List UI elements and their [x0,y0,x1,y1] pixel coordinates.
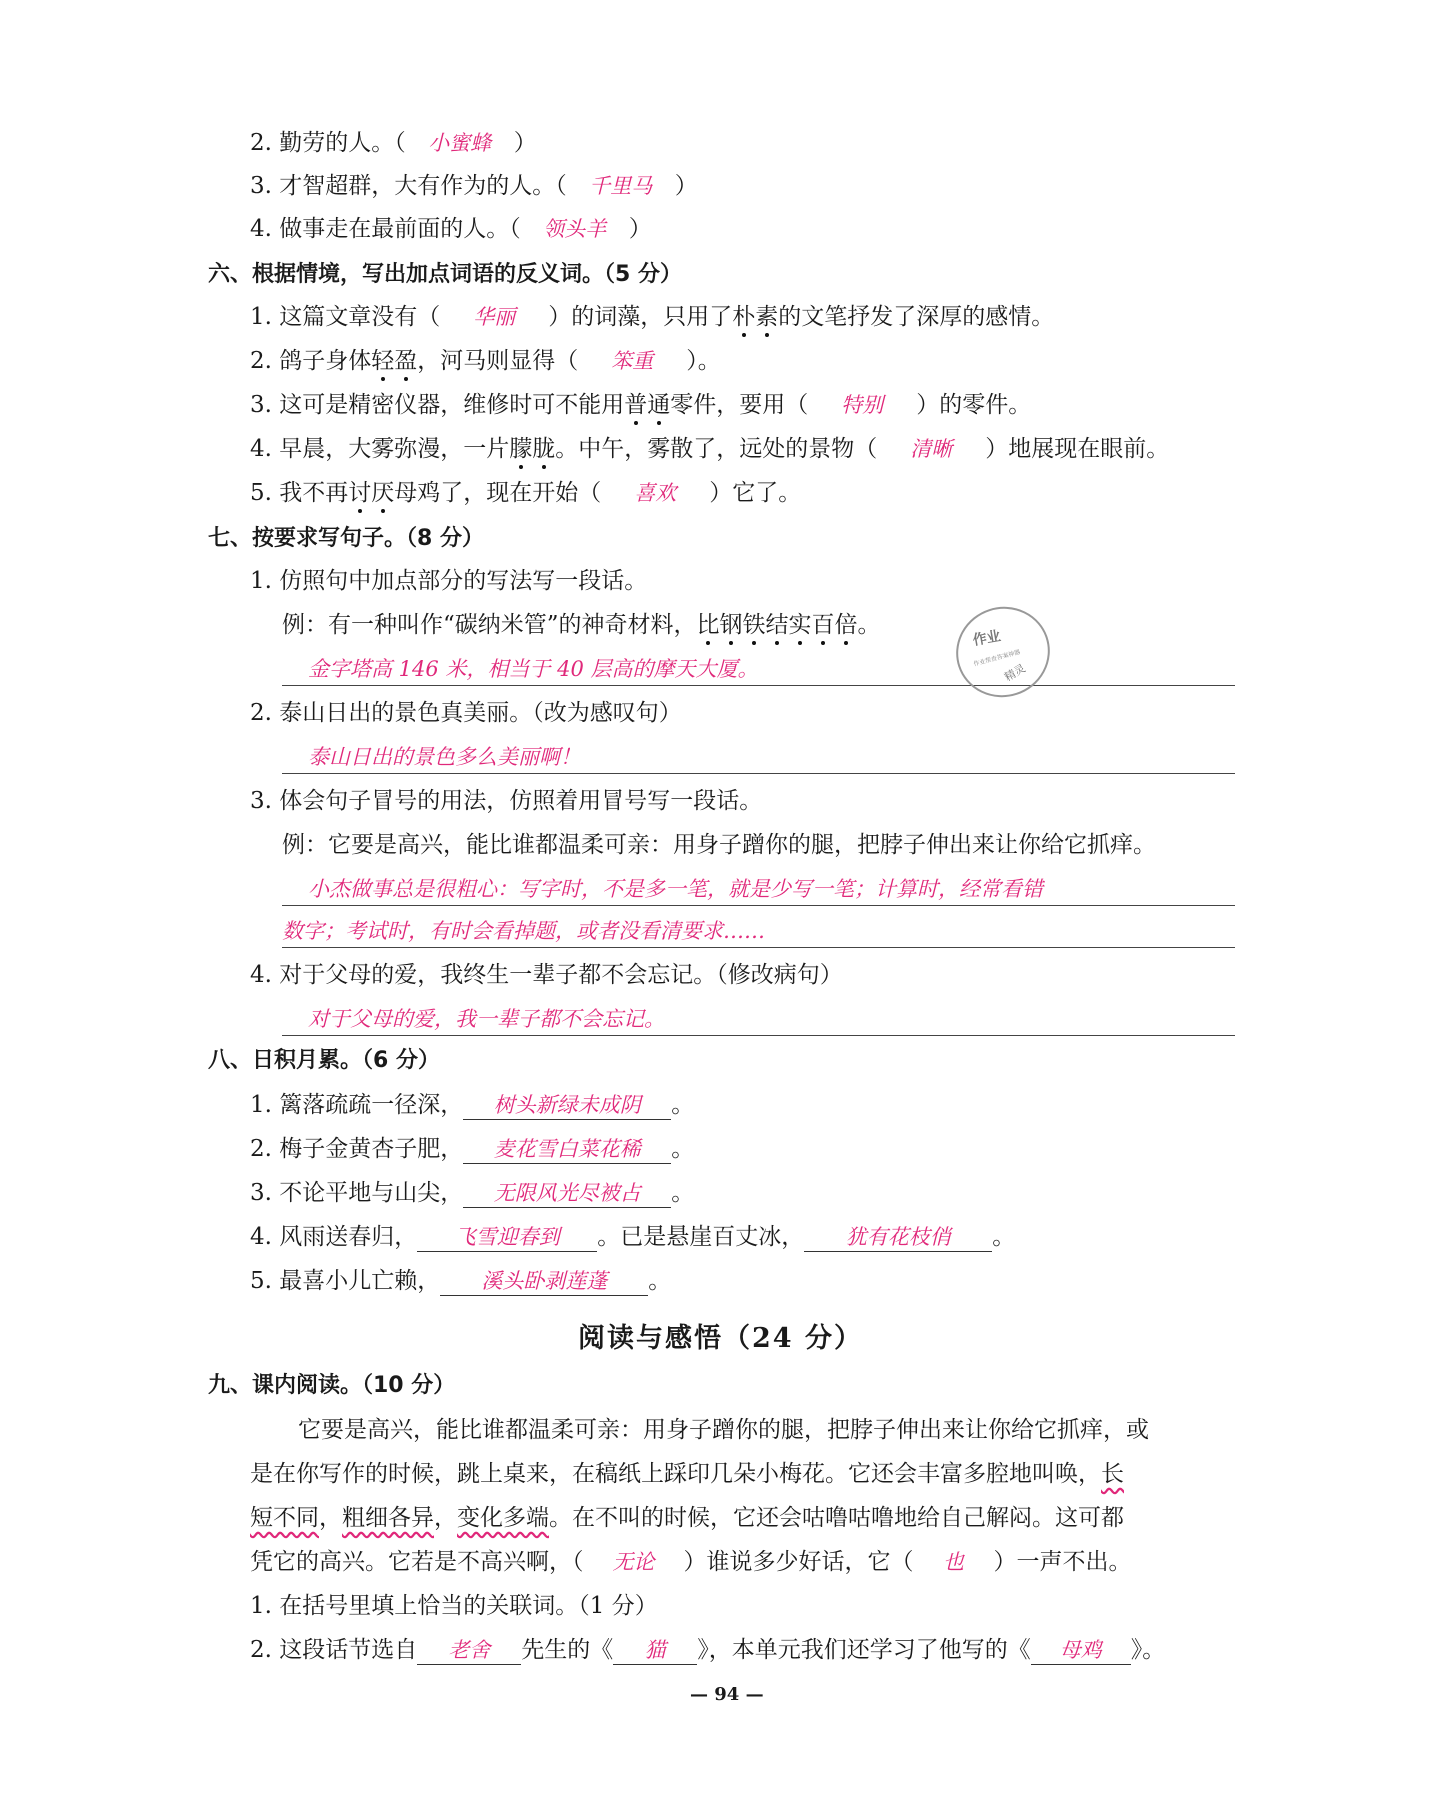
s8-item-5: 5. 最喜小儿亡赖， 溪头卧剥莲蓬 。 [250,1268,672,1294]
passage-line-2: 是在你写作的时候，跳上桌来，在稿纸上踩印几朵小梅花。它还会丰富多腔地叫唤，长 [250,1461,1124,1487]
section-6-title: 六、根据情境，写出加点词语的反义词。（5 分） [208,262,682,287]
s6-item-3: 3. 这可是精密仪器，维修时可不能用普通零件，要用（ 特别 ）的零件。 [250,389,1031,421]
s8-item-4: 4. 风雨送春归， 飞雪迎春到 。已是悬崖百丈冰， 犹有花枝俏 。 [250,1224,1016,1250]
emphasized-word: 普通 [624,392,670,418]
answer-line [282,685,1235,686]
s8-item-3: 3. 不论平地与山尖， 无限风光尽被占 。 [250,1180,695,1206]
emphasized-word: 朦胧 [509,436,555,462]
s7-q3: 3. 体会句子冒号的用法，仿照着用冒号写一段话。 [250,788,763,814]
item-4: 4. 做事走在最前面的人。（ 领头羊 ） [250,213,652,245]
answer: 小蜜蜂 [428,131,492,155]
s7-q3-answer-1: 小杰做事总是很粗心：写字时，不是多一笔，就是少写一笔；计算时，经常看错 [308,877,1043,901]
stamp-text-3: 精灵 [1002,661,1028,684]
answer-line [282,947,1235,948]
s8-item-2: 2. 梅子金黄杏子肥， 麦花雪白菜花稀 。 [250,1136,695,1162]
emphasized-word: 轻盈 [371,348,417,374]
s7-q4: 4. 对于父母的爱，我终生一辈子都不会忘记。（修改病句） [250,962,843,988]
stamp-text-2: 作业帮查答案神器 [972,648,1022,668]
s6-item-1: 1. 这篇文章没有（ 华丽 ）的词藻，只用了朴素的文笔抒发了深厚的感情。 [250,301,1054,333]
item-3: 3. 才智超群，大有作为的人。（ 千里马 ） [250,170,698,202]
stamp-text-1: 作业 [971,628,1002,649]
s7-q1-answer: 金字塔高 146 米，相当于 40 层高的摩天大厦。 [308,657,759,681]
answer: 千里马 [589,174,653,198]
s9-q1: 1. 在括号里填上恰当的关联词。（1 分） [250,1593,658,1619]
section-title-reading: 阅读与感悟（24 分） [578,1323,863,1354]
passage-line-1: 它要是高兴，能比谁都温柔可亲：用身子蹭你的腿，把脖子伸出来让你给它抓痒，或 [298,1417,1149,1443]
s9-q2: 2. 这段话节选自 老舍 先生的《 猫 》，本单元我们还学习了他写的《 母鸡 》。 [250,1637,1166,1663]
passage-line-3: 短不同，粗细各异，变化多端。在不叫的时候，它还会咕噜咕噜地给自己解闷。这可都 [250,1505,1124,1531]
s6-item-5: 5. 我不再讨厌母鸡了，现在开始（ 喜欢 ）它了。 [250,477,801,509]
s7-q4-answer: 对于父母的爱，我一辈子都不会忘记。 [308,1007,665,1031]
s6-item-2: 2. 鸽子身体轻盈，河马则显得（ 笨重 ）。 [250,345,721,377]
s8-item-1: 1. 篱落疏疏一径深， 树头新绿未成阴 。 [250,1092,695,1118]
s7-q3-example: 例：它要是高兴，能比谁都温柔可亲：用身子蹭你的腿，把脖子伸出来让你给它抓痒。 [282,832,1156,858]
item-2: 2. 勤劳的人。（ 小蜜蜂 ） [250,127,537,159]
s7-q1-example: 例：有一种叫作“碳纳米管”的神奇材料，比钢铁结实百倍。 [282,609,881,641]
passage-line-4: 凭它的高兴。它若是不高兴啊，（ 无论 ）谁说多少好话，它（ 也 ）一声不出。 [250,1549,1132,1575]
section-9-title: 九、课内阅读。（10 分） [208,1373,456,1398]
s7-q3-answer-2: 数字；考试时，有时会看掉题，或者没看清要求…… [282,919,765,943]
s7-q1: 1. 仿照句中加点部分的写法写一段话。 [250,568,648,594]
emphasized-word: 朴素 [732,304,778,330]
stamp-logo-icon [953,600,1053,700]
s7-q2: 2. 泰山日出的景色真美丽。（改为感叹句） [250,700,682,726]
section-7-title: 七、按要求写句子。（8 分） [208,526,484,551]
emphasized-word: 比钢铁结实百倍 [697,612,858,638]
answer-line [282,773,1235,774]
answer: 领头羊 [543,217,607,241]
page-number: — 94 — [690,1684,764,1705]
answer-line [282,905,1235,906]
emphasized-word: 讨厌 [348,480,394,506]
s6-item-4: 4. 早晨，大雾弥漫，一片朦胧。中午，雾散了，远处的景物（ 清晰 ）地展现在眼前。 [250,433,1169,465]
answer-line [282,1035,1235,1036]
s7-q2-answer: 泰山日出的景色多么美丽啊！ [308,745,581,769]
section-8-title: 八、日积月累。（6 分） [208,1048,440,1073]
